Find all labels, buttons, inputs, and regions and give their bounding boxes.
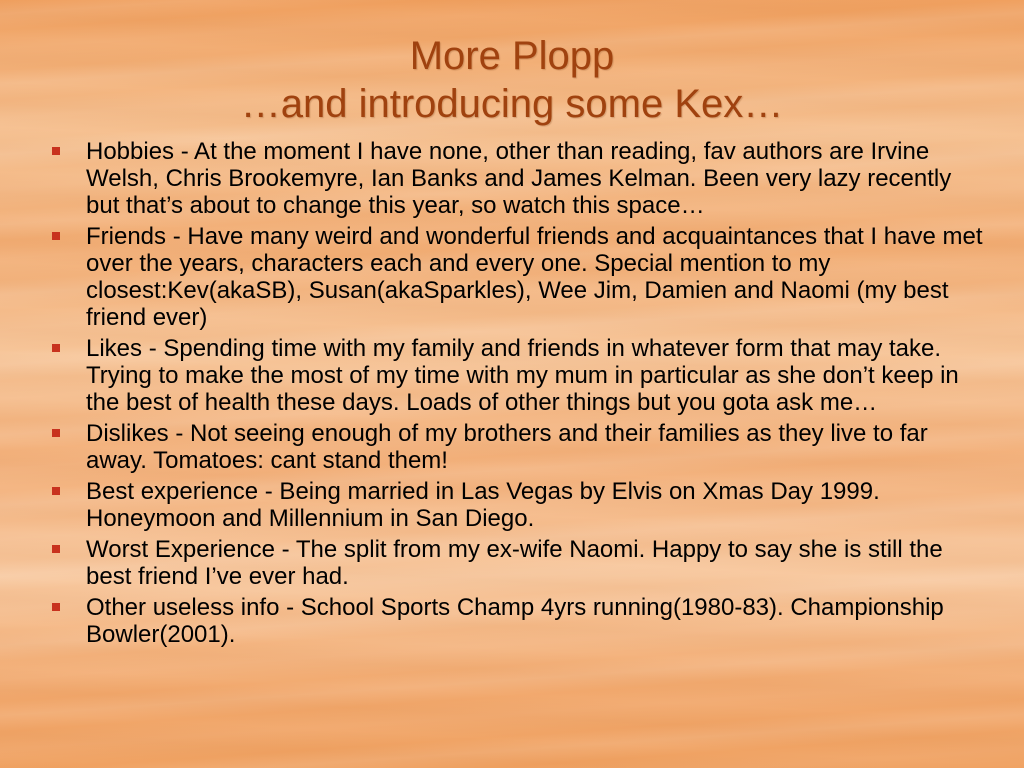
square-bullet-icon <box>52 545 60 553</box>
bullet-dislikes <box>50 420 990 474</box>
bullet-friends <box>50 223 990 331</box>
bullet-likes <box>50 335 990 416</box>
bullet-other-info <box>50 594 990 648</box>
square-bullet-icon <box>52 147 60 155</box>
bullet-text: Hobbies - At the moment I have none, other than reading, fav authors are Irvine Welsh, Chris Brookemyre, Ian Banks and James Kelman. Been very lazy recently but that’s about to change this year, so watch this space… <box>86 138 952 219</box>
bullet-list <box>50 138 990 652</box>
bullet-worst-experience <box>50 536 990 590</box>
bullet-text: Worst Experience - The split from my ex-wife Naomi. Happy to say she is still the best friend I’ve ever had. <box>86 536 943 590</box>
bullet-text: Other useless info - School Sports Champ 4yrs running(1980-83). Championship Bowler(2001). <box>86 594 944 648</box>
slide-title <box>0 32 1024 128</box>
bullet-best-experience <box>50 478 990 532</box>
square-bullet-icon <box>52 429 60 437</box>
square-bullet-icon <box>52 344 60 352</box>
square-bullet-icon <box>52 232 60 240</box>
bullet-text: Likes - Spending time with my family and friends in whatever form that may take. Trying to make the most of my time with my mum in particular as she don’t keep in the best of health these days. Loads of other things but you gota ask me… <box>86 335 959 416</box>
square-bullet-icon <box>52 487 60 495</box>
bullet-text: Dislikes - Not seeing enough of my brothers and their families as they live to far away. Tomatoes: cant stand them! <box>86 420 928 474</box>
title-line-2: …and introducing some Kex… <box>240 82 784 126</box>
square-bullet-icon <box>52 603 60 611</box>
title-line-1: More Plopp <box>409 34 615 78</box>
bullet-text: Best experience - Being married in Las Vegas by Elvis on Xmas Day 1999. Honeymoon and Millennium in San Diego. <box>86 478 880 532</box>
bullet-hobbies <box>50 138 990 219</box>
bullet-text: Friends - Have many weird and wonderful friends and acquaintances that I have met over the years, characters each and every one. Special mention to my closest:Kev(akaSB), Susan(akaSparkles), Wee Jim, Damien and Naomi (my best friend ever) <box>86 223 983 331</box>
